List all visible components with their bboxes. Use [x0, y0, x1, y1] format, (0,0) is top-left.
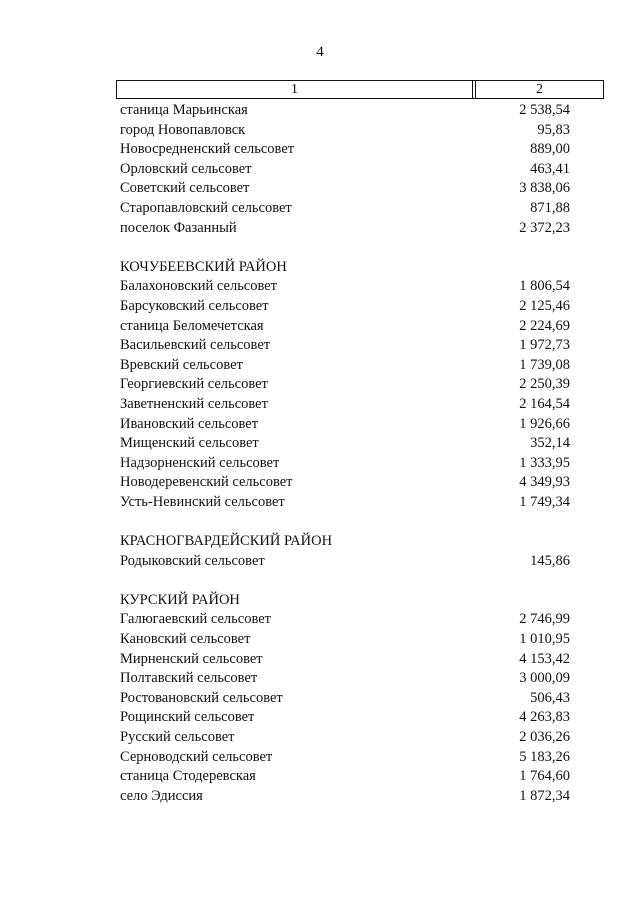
table-row	[120, 121, 570, 141]
municipality-name: Старопавловский сельсовет	[120, 199, 292, 216]
table-row	[120, 395, 570, 415]
table-row	[120, 473, 570, 493]
municipality-name: Полтавский сельсовет	[120, 670, 258, 687]
municipality-name: Вревский сельсовет	[120, 356, 243, 373]
table-row	[120, 336, 570, 356]
district-title: КРАСНОГВАРДЕЙСКИЙ РАЙОН	[120, 533, 333, 550]
municipality-name: станица Беломечетская	[120, 317, 264, 334]
municipality-name: город Новопавловск	[120, 121, 246, 138]
municipality-value: 1 972,73	[519, 337, 570, 354]
municipality-name: Надзорненский сельсовет	[120, 454, 280, 471]
municipality-value: 871,88	[530, 199, 570, 216]
municipality-value: 4 349,93	[519, 474, 570, 491]
municipality-value: 352,14	[530, 435, 570, 452]
municipality-name: Балахоновский сельсовет	[120, 278, 278, 295]
table-row	[120, 179, 570, 199]
table-row	[120, 356, 570, 376]
municipality-value: 2 164,54	[519, 395, 570, 412]
municipality-name: Галюгаевский сельсовет	[120, 611, 271, 628]
municipality-value: 1 806,54	[519, 278, 570, 295]
table-row	[120, 434, 570, 454]
table-row	[120, 454, 570, 474]
municipality-value: 145,86	[530, 552, 570, 569]
column-1-header: 1	[117, 81, 473, 98]
table-row	[120, 375, 570, 395]
municipality-name: Новодеревенский сельсовет	[120, 474, 293, 491]
municipality-value: 5 183,26	[519, 748, 570, 765]
municipality-name: Георгиевский сельсовет	[120, 376, 268, 393]
municipality-value: 2 746,99	[519, 611, 570, 628]
municipality-value: 4 153,42	[519, 650, 570, 667]
table-row	[120, 552, 570, 572]
municipality-name: Родыковский сельсовет	[120, 552, 265, 569]
municipality-name: Советский сельсовет	[120, 180, 250, 197]
table-row	[120, 708, 570, 728]
municipality-value: 506,43	[530, 689, 570, 706]
table-row	[120, 787, 570, 807]
table-row	[120, 748, 570, 768]
municipality-value: 1 764,60	[519, 768, 570, 785]
table-row	[120, 610, 570, 630]
table-body	[120, 101, 570, 806]
municipality-name: Серноводский сельсовет	[120, 748, 273, 765]
table-row	[120, 297, 570, 317]
table-row	[120, 317, 570, 337]
municipality-value: 1 739,08	[519, 356, 570, 373]
table-row	[120, 493, 570, 513]
table-row	[120, 650, 570, 670]
municipality-value: 1 926,66	[519, 415, 570, 432]
municipality-name: Орловский сельсовет	[120, 160, 252, 177]
table-row	[120, 101, 570, 121]
municipality-value: 2 250,39	[519, 376, 570, 393]
municipality-value: 889,00	[530, 141, 570, 158]
municipality-value: 2 224,69	[519, 317, 570, 334]
table-header	[116, 80, 604, 99]
district-title: КУРСКИЙ РАЙОН	[120, 591, 240, 608]
municipality-value: 1 010,95	[519, 631, 570, 648]
municipality-value: 2 372,23	[519, 219, 570, 236]
table-row	[120, 767, 570, 787]
municipality-name: Усть-Невинский сельсовет	[120, 493, 285, 510]
municipality-value: 95,83	[537, 121, 570, 138]
table-row	[120, 669, 570, 689]
table-row	[120, 219, 570, 239]
municipality-name: Заветненский сельсовет	[120, 395, 268, 412]
municipality-name: Васильевский сельсовет	[120, 337, 271, 354]
municipality-name: село Эдиссия	[120, 787, 203, 804]
municipality-value: 3 000,09	[519, 670, 570, 687]
district-title: КОЧУБЕЕВСКИЙ РАЙОН	[120, 258, 287, 275]
municipality-name: станица Марьинская	[120, 102, 248, 118]
table-row	[120, 140, 570, 160]
municipality-name: Ростовановский сельсовет	[120, 689, 283, 706]
municipality-value: 2 538,54	[519, 102, 570, 118]
municipality-value: 1 749,34	[519, 493, 570, 510]
table-row	[120, 689, 570, 709]
municipality-name: поселок Фазанный	[120, 219, 237, 236]
municipality-value: 1 872,34	[519, 787, 570, 804]
municipality-name: Новосредненский сельсовет	[120, 141, 295, 158]
municipality-name: Барсуковский сельсовет	[120, 297, 269, 314]
table-row	[120, 728, 570, 748]
municipality-name: Рощинский сельсовет	[120, 709, 255, 726]
municipality-value: 2 125,46	[519, 297, 570, 314]
municipality-value: 1 333,95	[519, 454, 570, 471]
municipality-value: 2 036,26	[519, 729, 570, 745]
column-2-header: 2	[475, 81, 603, 98]
table-row	[120, 277, 570, 297]
table-row	[120, 630, 570, 650]
municipality-name: станица Стодеревская	[120, 768, 256, 785]
table-row	[120, 199, 570, 219]
table-row	[120, 160, 570, 180]
municipality-value: 4 263,83	[519, 709, 570, 726]
page-number: 4	[316, 44, 324, 60]
municipality-name: Мищенский сельсовет	[120, 435, 259, 452]
municipality-name: Кановский сельсовет	[120, 631, 251, 648]
municipality-value: 3 838,06	[519, 180, 570, 197]
municipality-name: Ивановский сельсовет	[120, 415, 259, 432]
municipality-name: Мирненский сельсовет	[120, 650, 263, 667]
municipality-name: Русский сельсовет	[120, 729, 235, 745]
municipality-value: 463,41	[530, 160, 570, 177]
table-row	[120, 415, 570, 435]
